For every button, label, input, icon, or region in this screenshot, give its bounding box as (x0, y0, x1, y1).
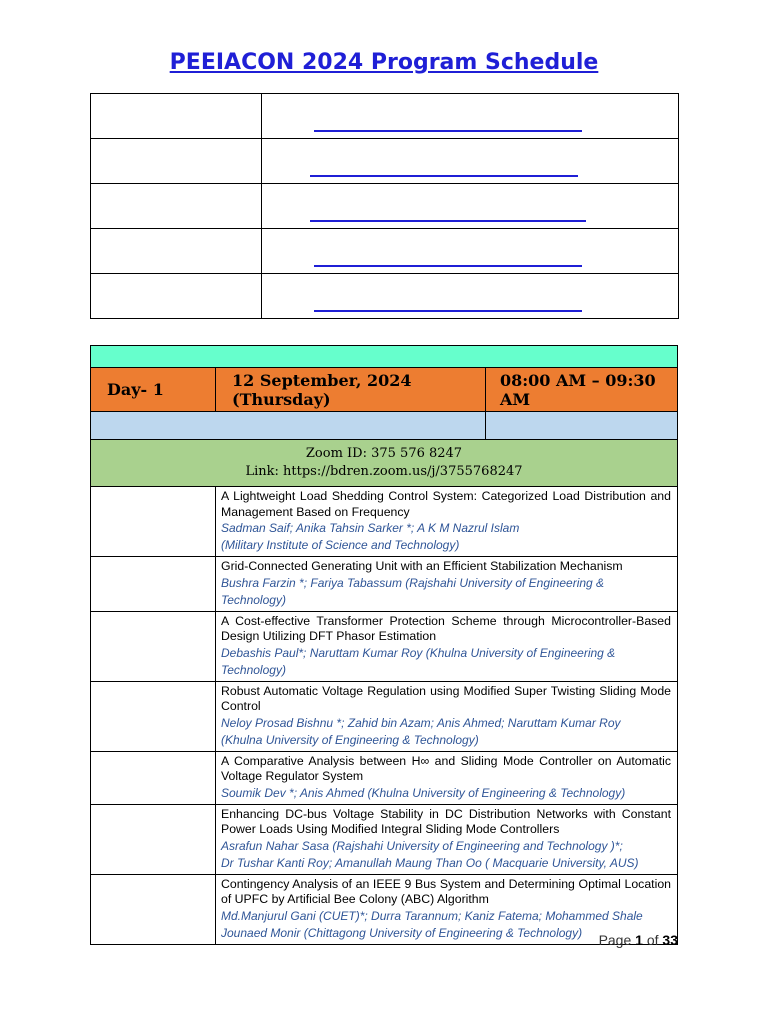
paper-title: Robust Automatic Voltage Regulation using Modified Super Twisting Sliding Mode Control (221, 683, 671, 713)
paper-authors: Md.Manjurul Gani (CUET)*; Durra Tarannum; Kaniz Fatema; Mohammed Shale Jounaed Monir (Chittagong University of Engineering & Technology) (221, 908, 643, 940)
paper-number-cell (91, 611, 216, 681)
paper-title: A Lightweight Load Shedding Control System: Categorized Load Distribution and Management Based on Frequency (221, 489, 671, 519)
links-link-cell (262, 229, 679, 274)
paper-details-cell (216, 681, 678, 751)
paper-number-cell (91, 751, 216, 804)
paper-row (91, 487, 678, 557)
links-label-cell (91, 139, 262, 184)
day-label: Day- 1 (91, 368, 216, 412)
links-table (90, 93, 679, 319)
page-label: Page (598, 932, 632, 948)
paper-authors: Soumik Dev *; Anis Ahmed (Khulna University of Engineering & Technology) (221, 785, 626, 800)
links-link-cell (262, 94, 679, 139)
paper-number-cell (91, 487, 216, 557)
paper-authors: Neloy Prosad Bishnu *; Zahid bin Azam; Anis Ahmed; Naruttam Kumar Roy (221, 715, 621, 730)
schedule-table (90, 345, 678, 945)
paper-authors: Sadman Saif; Anika Tahsin Sarker *; A K M Nazrul Islam (221, 521, 520, 535)
paper-title: A Cost-effective Transformer Protection Scheme through Microcontroller-Based Design Utilizing DFT Phasor Estimation (221, 613, 671, 643)
session-info-cell-left (91, 412, 486, 440)
paper-number-cell (91, 874, 216, 944)
paper-authors: Debashis Paul*; Naruttam Kumar Roy (Khulna University of Engineering & Technology) (221, 645, 616, 677)
paper-row (91, 751, 678, 804)
paper-details-cell (216, 751, 678, 804)
paper-row (91, 804, 678, 874)
paper-title: A Comparative Analysis between H∞ and Sliding Mode Controller on Automatic Voltage Regulator System (221, 753, 671, 783)
page-title: PEEIACON 2024 Program Schedule (169, 50, 599, 75)
paper-row (91, 557, 678, 612)
hyperlink-underline[interactable] (314, 130, 582, 132)
paper-authors: (Khulna University of Engineering & Technology) (221, 732, 479, 747)
links-link-cell (262, 274, 679, 319)
session-info-cell-right (485, 412, 677, 440)
links-link-cell (262, 184, 679, 229)
hyperlink-underline[interactable] (310, 220, 586, 222)
paper-number-cell (91, 681, 216, 751)
zoom-id: Zoom ID: 375 576 8247 (305, 446, 463, 461)
hyperlink-underline[interactable] (314, 265, 582, 267)
paper-title: Contingency Analysis of an IEEE 9 Bus System and Determining Optimal Location of UPFC by Artificial Bee Colony (ABC) Algorithm (221, 876, 671, 906)
paper-authors: Asrafun Nahar Sasa (Rajshahi University of Engineering and Technology )*; (221, 838, 623, 853)
zoom-info (91, 440, 678, 487)
links-label-cell (91, 94, 262, 139)
paper-authors: Bushra Farzin *; Fariya Tabassum (Rajshahi University of Engineering & Technology) (221, 575, 605, 607)
session-date: 12 September, 2024 (Thursday) (216, 368, 486, 412)
paper-authors: Dr Tushar Kanti Roy; Amanullah Maung Than Oo ( Macquarie University, AUS) (221, 855, 639, 870)
paper-authors: (Military Institute of Science and Technology) (221, 538, 460, 552)
paper-number-cell (91, 557, 216, 612)
paper-details-cell (216, 487, 678, 557)
page-total: 33 (662, 932, 678, 948)
page-of: of (646, 932, 659, 948)
hyperlink-underline[interactable] (314, 310, 582, 312)
zoom-link[interactable]: Link: https://bdren.zoom.us/j/3755768247 (245, 464, 523, 479)
paper-details-cell (216, 557, 678, 612)
links-label-cell (91, 184, 262, 229)
paper-number-cell (91, 804, 216, 874)
paper-title: Grid-Connected Generating Unit with an Efficient Stabilization Mechanism (221, 559, 623, 573)
papers-list (91, 487, 678, 945)
links-link-cell (262, 139, 679, 184)
links-label-cell (91, 229, 262, 274)
hyperlink-underline[interactable] (310, 175, 578, 177)
links-label-cell (91, 274, 262, 319)
paper-row (91, 681, 678, 751)
paper-details-cell (216, 611, 678, 681)
session-header-bar (91, 346, 678, 368)
session-time: 08:00 AM – 09:30 AM (485, 368, 677, 412)
page-footer (599, 932, 678, 948)
paper-row (91, 874, 678, 944)
paper-details-cell (216, 804, 678, 874)
paper-title: Enhancing DC-bus Voltage Stability in DC Distribution Networks with Constant Power Loads Using Modified Integral Sliding Mode Controllers (221, 806, 671, 836)
paper-row (91, 611, 678, 681)
page-number: 1 (635, 932, 643, 948)
